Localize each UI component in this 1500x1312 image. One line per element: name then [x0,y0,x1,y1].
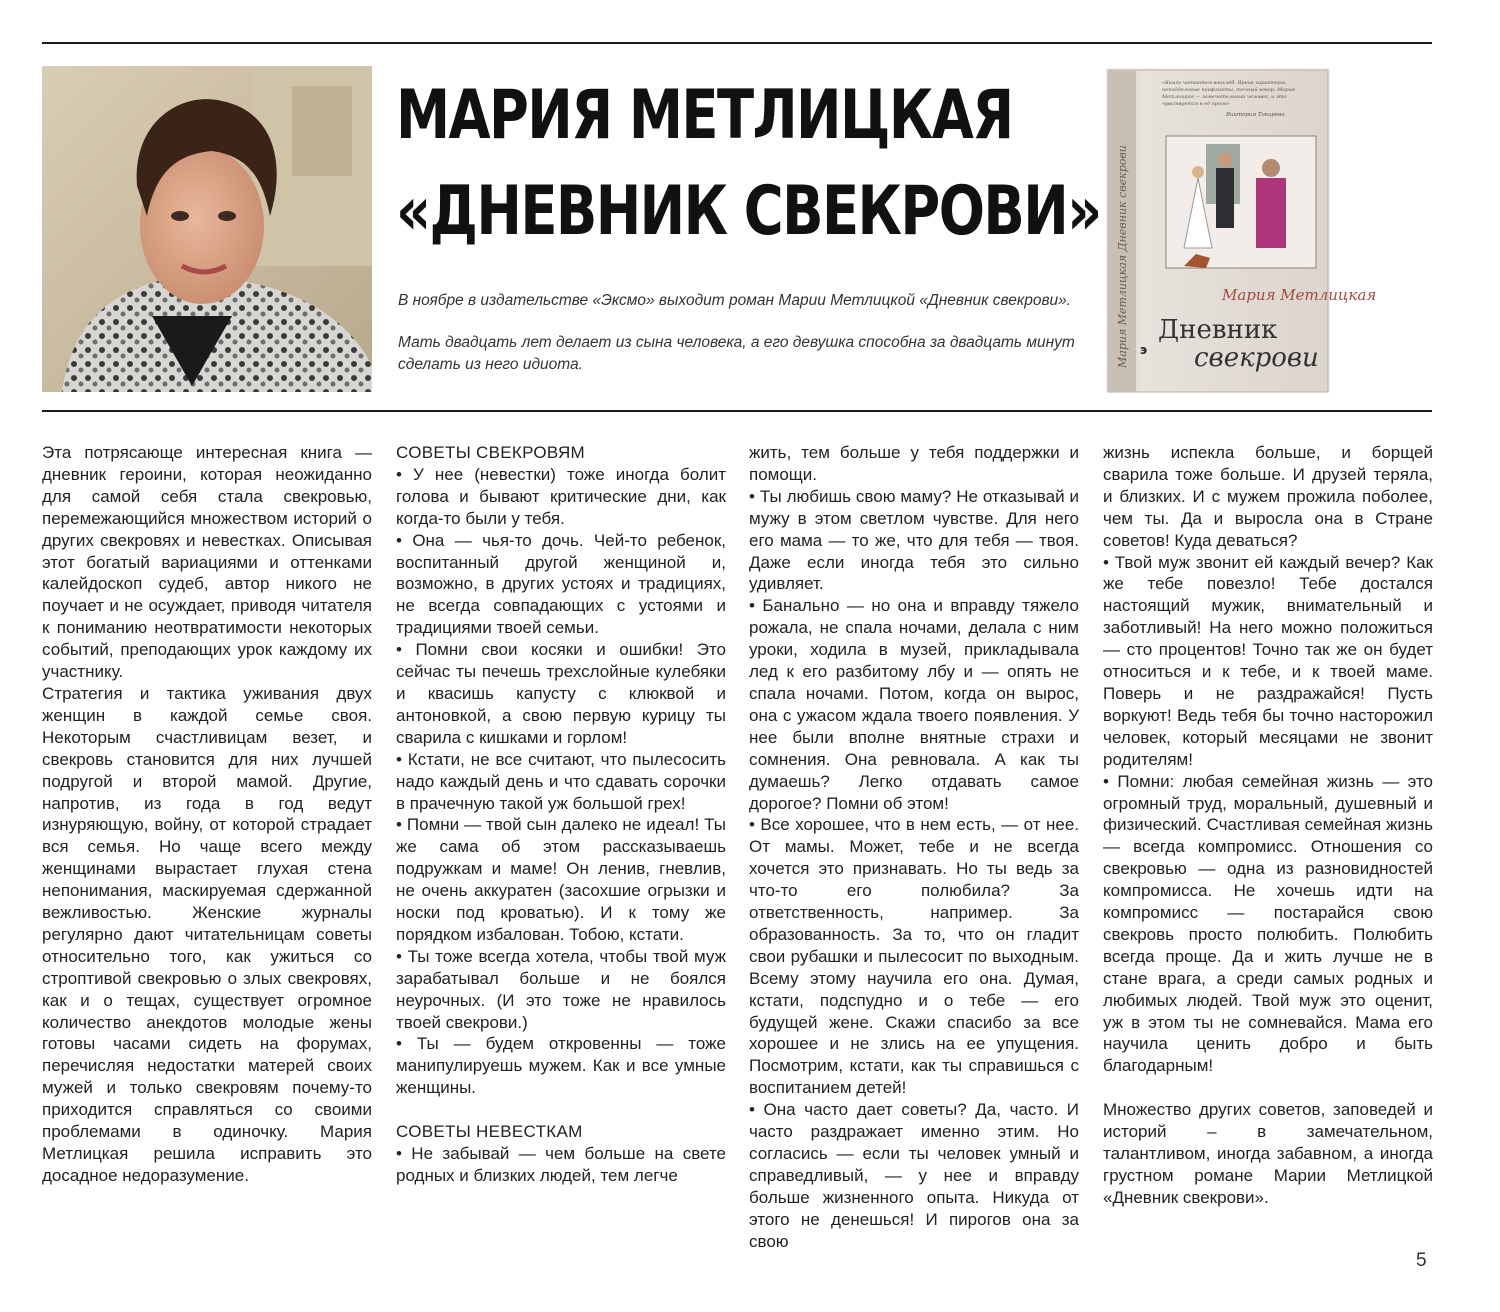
advice-item: • У нее (невестки) тоже иногда болит голова и бывают критические дни, как когда-то были у тебя. [396,464,726,528]
svg-text:«Книги читаются взахлёб. Яркие: «Книги читаются взахлёб. Яркие характеры, неподдельные конфликты, точный юмор. Мария Метлицкая — замечательный человек, и это чувствуется в её прозе» [1162,80,1295,107]
column-advice-end [1103,442,1433,1209]
advice-item: жизнь испекла больше, и борщей сварила тоже больше. И друзей теряла, и близких. И с мужем прожила поболее, чем ты. Да и выросла она в Стране советов! Куда деваться? [1103,443,1433,550]
advice-item: • Кстати, не все считают, что пылесосить надо каждый день и что сдавать сорочки в прачечную такой уж большой грех! [396,749,726,813]
advice-item: • Ты — будем откровенны — тоже манипулируешь мужем. Как и все умные женщины. [396,1034,726,1098]
advice-item: • Помни — твой сын далеко не идеал! Ты же сама об этом рассказываешь подружкам и маме! Он ленив, гневлив, не очень аккуратен (засохшие огрызки и носки под кроватью). И к тому же порядком избалован. Тобою, кстати. [396,815,726,944]
lead-paragraph: В ноябре в издательстве «Эксмо» выходит роман Марии Метлицкой «Дневник свекрови». [398,292,1072,309]
advice-item: • Не забывай — чем больше на свете родных и близких людей, тем легче [396,1144,726,1185]
svg-text:э: э [1140,343,1148,357]
advice-item: • Она — чья-то дочь. Чей-то ребенок, воспитанный другой женщиной и, возможно, в других устоях и традициях, не всегда совпадающих с устоями и традициями твоей семьи. [396,530,726,638]
intro-paragraph: Стратегия и тактика уживания двух женщин в каждой семье своя. Некоторым счастливицам везет, и свекровь становится для них лучшей подругой и второй мамой. Другие, напротив, из года в год ведут изнуряющую, войну, от которой страдает вся семья. Но чаще всего между женщинами вырастает глухая стена непонимания, маскируемая сдержанной вежливостью. Женские журналы регулярно дают читательницам советы относительно того, как ужиться со строптивой свекровью о злых свекровях, как и о тещах, существует огромное количество анекдотов молодые жены готовы часами сидеть на форумах, перечисляя недостатки матерей своих мужей и только свекровям почему-то приходится справляться со своими проблемами в одиночку. Мария Метлицкая решила исправить это досадное недоразумение. [42,683,372,1185]
headline-author: МАРИЯ МЕТЛИЦКАЯ [396,76,1013,155]
book-cover-author: Мария Метлицкая [1222,286,1377,304]
intro-paragraph: Эта потрясающе интересная книга — дневник героини, которая неожиданно для самой себя стала свекровью, перемежающийся множеством историй о других свекровях и невестках. Описывая этот богатый вариациями и оттенками калейдоскоп судеб, автор никого не поучает и не осуждает, приводя читателя к пониманию неотвратимости некоторых событий, преподающих урок каждому их участнику. [42,443,372,682]
book-quote-author: Виктория Токарева [1226,112,1285,118]
advice-item: • Твой муж звонит ей каждый вечер? Как же тебе повезло! Тебе достался настоящий мужик, внимательный и заботливый! На него можно положиться — сто процентов! Точно так же он будет относиться и к тебе, и к твоей маме. Поверь и не раздражайся! Пусть воркуют! Ведь тебя бы точно насторожил человек, который месяцами не звонит родителям! [1103,552,1433,769]
advice-item: • Ты любишь свою маму? Не отказывай и мужу в этом светлом чувстве. Для него его мама — то же, что для тебя — твоя. Даже если иногда тебя это сильно удивляет. [749,486,1079,594]
book-cover-title-2: свекрови [1194,343,1319,373]
page-number: 5 [1416,1250,1427,1271]
advice-item: • Помни: любая семейная жизнь — это огромный труд, моральный, душевный и физический. Счастливая семейная жизнь — всегда компромисс. Отношения со свекровью — одна из разновидностей компромисса. Не хочешь идти на компромисс — постарайся свою свекровь просто полюбить. Полюбить всегда проще. Да и жить лучше не в стане врага, а среди самых родных и любимых людей. Твой муж это оценит, уж в этом ты не сомневайся. Мама его научила ценить добро и быть благодарным! [1103,771,1433,1076]
advice-item: • Ты тоже всегда хотела, чтобы твой муж зарабатывал больше и не боялся неурочных. (И это тоже не нравилось твоей свекрови.) [396,946,726,1032]
spacer [1103,1077,1433,1099]
section-heading-mothers-in-law: СОВЕТЫ СВЕКРОВЯМ [396,443,586,462]
advice-item: • Все хорошее, что в нем есть, — от нее. От мамы. Может, тебе и не всегда хочется это признавать. Но ты ведь за что-то его полюбила? За ответственность, например. За образованность. За то, что он гладит свои рубашки и пылесосит по выходным. Всему этому научила его она. Думая, кстати, подспудно и о тебе — его будущей жене. Скажи спасибо за все хорошее и не злись на ее упущения. Посмотрим, кстати, как ты справишься с воспитанием детей! [749,815,1079,1098]
article-headline [396,68,1101,260]
advice-item: • Помни свои косяки и ошибки! Это сейчас ты печешь трехслойные кулебяки и квасишь капусту с клюквой и антоновкой, а свою первую курицу ты сварила с кишками и горлом! [396,640,726,747]
advice-item: • Она часто дает советы? Да, часто. И часто раздражает именно этим. Но согласись — если ты человек умный и справедливый, — у нее и вправду больше жизненного опыта. Никуда от этого не денешься! И пирогов она за свою [749,1100,1079,1251]
column-advice-continued [749,442,1079,1253]
advice-item: жить, тем больше у тебя поддержки и помощи. [749,443,1079,484]
author-portrait [42,66,372,392]
headline-book-title: «ДНЕВНИК СВЕКРОВИ» [396,172,1101,251]
column-intro [42,442,372,1187]
section-heading-daughters-in-law: СОВЕТЫ НЕВЕСТКАМ [396,1122,583,1142]
epigraph: Мать двадцать лет делает из сына человека, а его девушка способна за двадцать минут сделать из него идиота. [398,334,1075,373]
book-cover-title-1: Дневник [1158,315,1278,345]
column-advice-mothers-in-law [396,442,726,1187]
closing-paragraph: Множество других советов, заповедей и историй – в замечательном, талантливом, иногда забавном, а иногда грустном романе Марии Метлицкой «Дневник свекрови». [1103,1100,1433,1207]
top-rule [42,42,1432,44]
book-cover [1106,68,1377,392]
advice-item: • Банально — но она и вправду тяжело рожала, не спала ночами, делала с ним уроки, ходила в музей, прикладывала лед к его разбитому лбу и — опять не спала ночами. Потом, когда он вырос, она с ужасом ждала твоего появления. У нее были вполне внятные страхи и сомнения. Она ревновала. А как ты думаешь? Легко отдавать самое дорогое? Помни об этом! [749,596,1079,813]
book-spine-text: Мария Метлицкая Дневник свекрови [1116,145,1129,368]
section-rule [42,410,1432,412]
spacer [396,1099,726,1121]
